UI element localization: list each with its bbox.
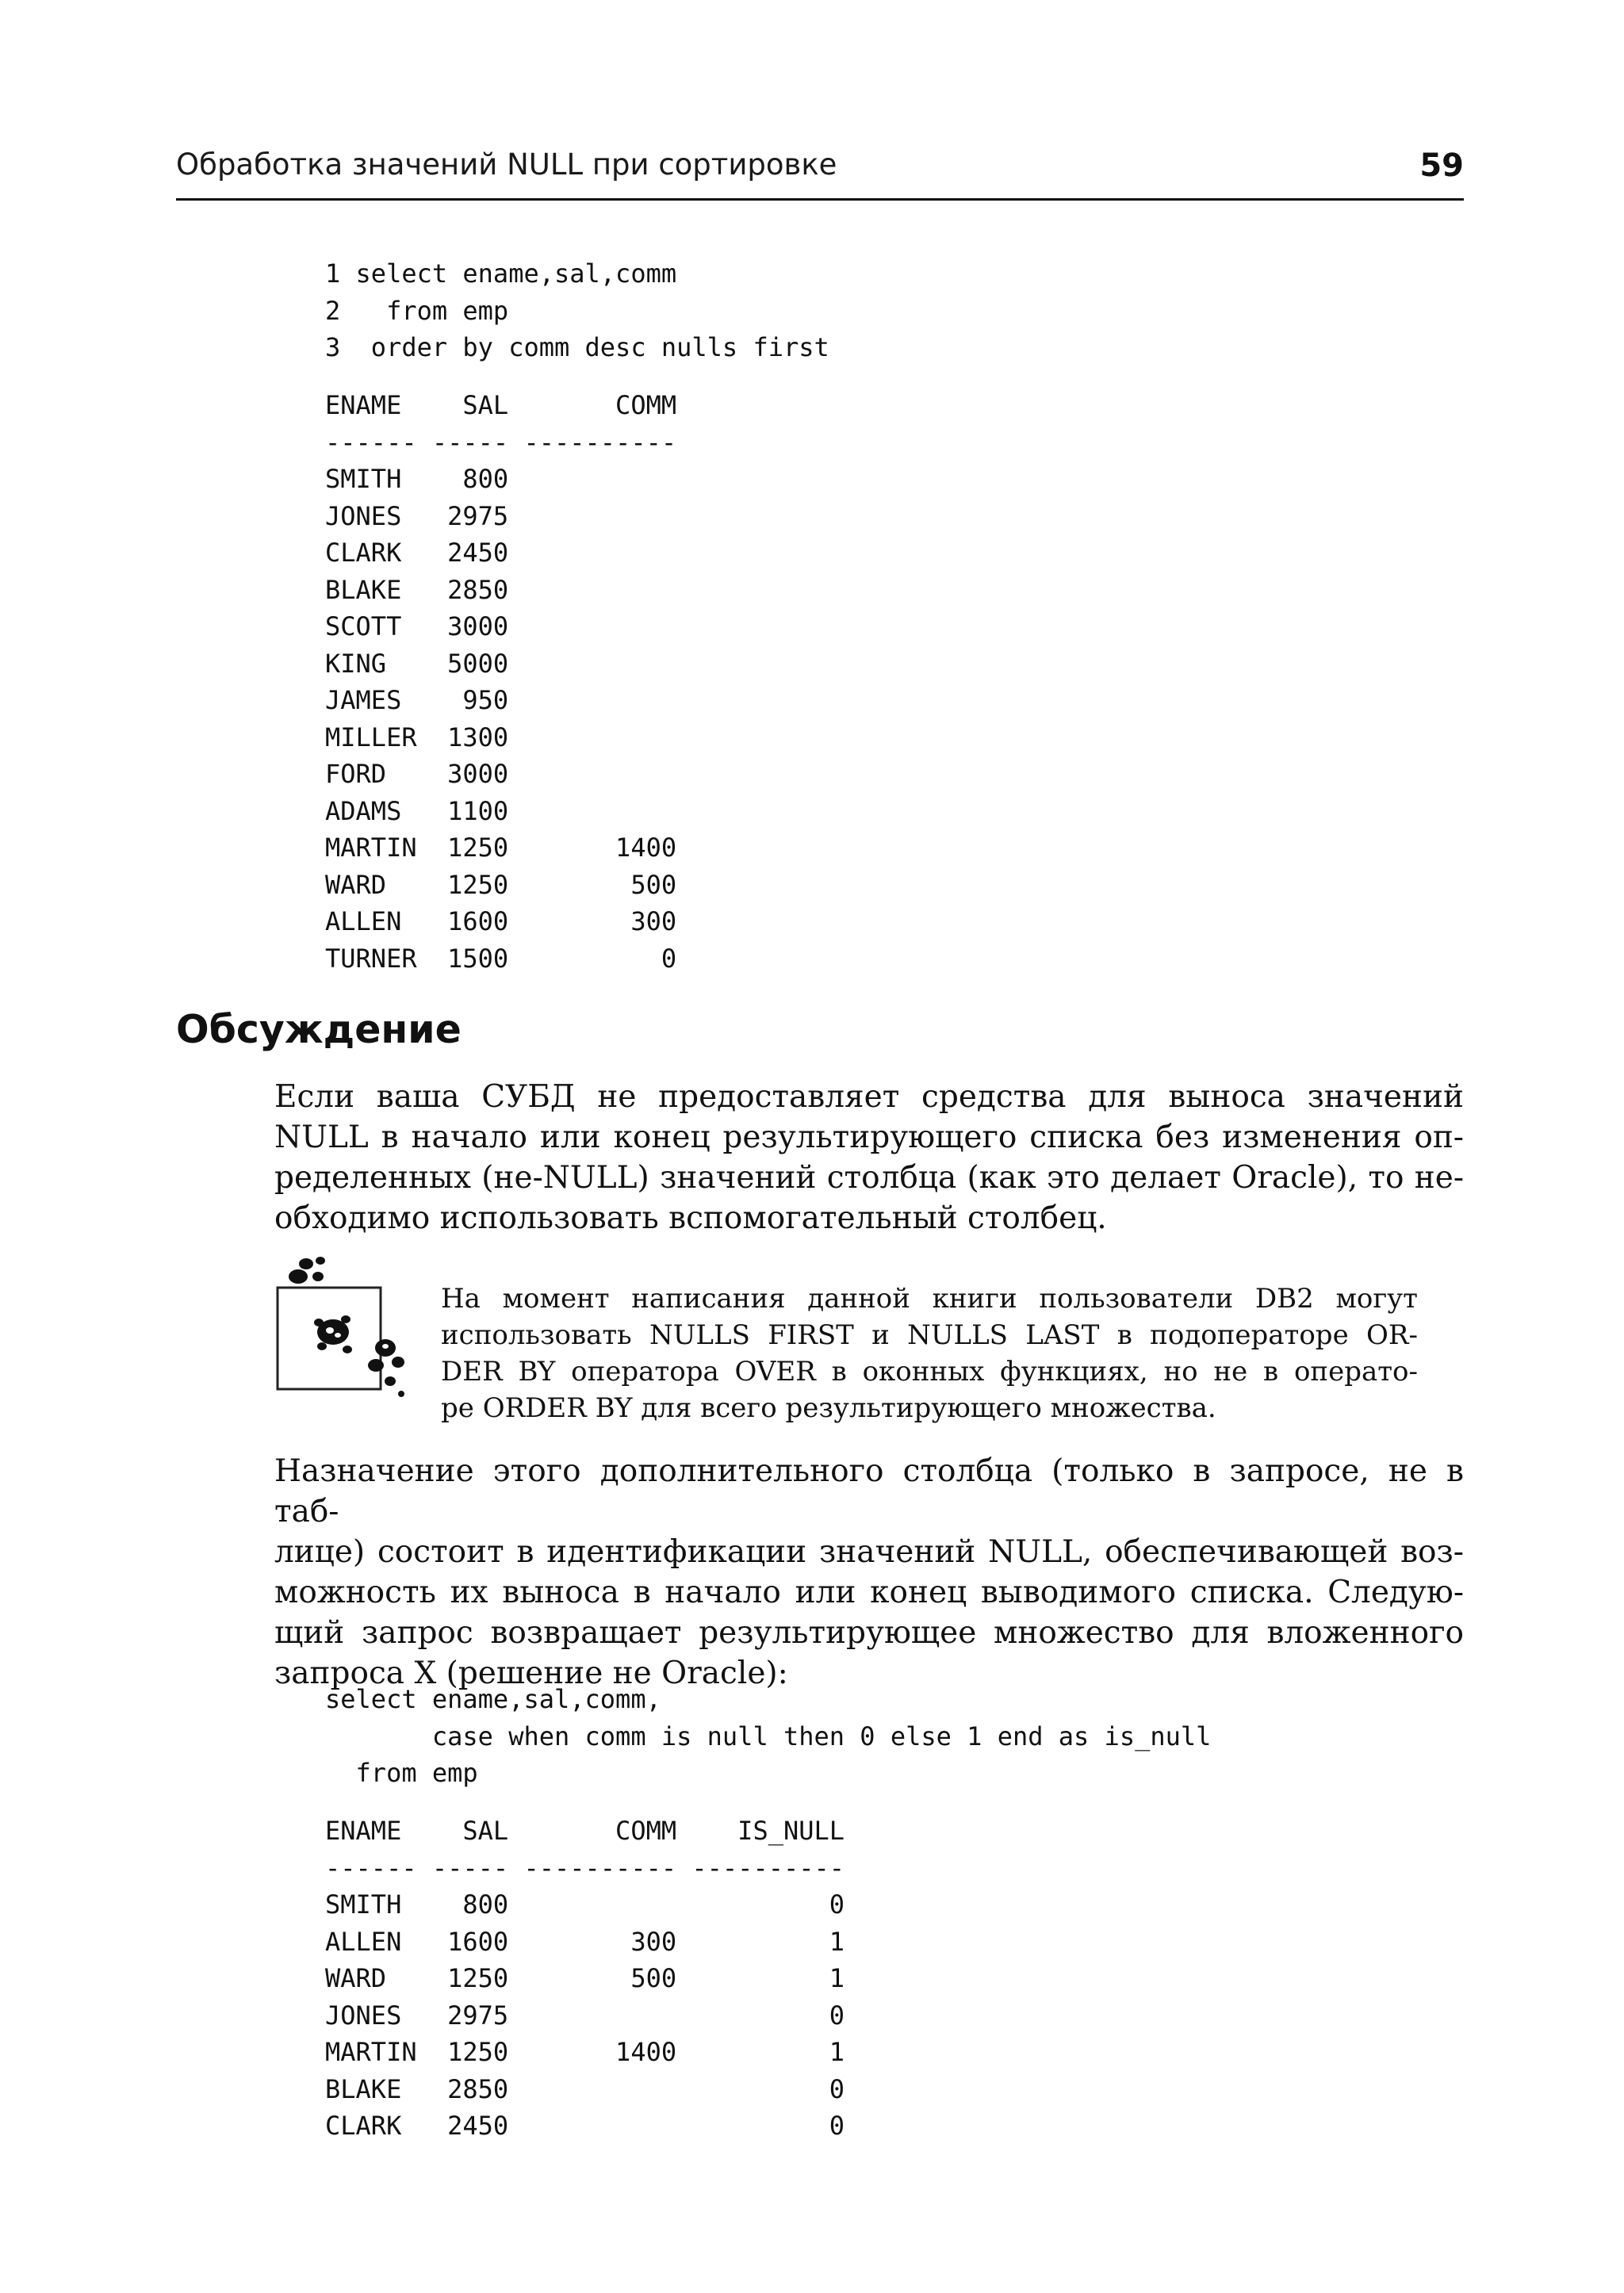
paragraph-line: Назначение этого дополнительного столбца (только в запросе, не в таб- bbox=[274, 1453, 1464, 1529]
query-result-table: ENAME SAL COMM IS_NULL ------ ----- ---------- ---------- SMITH 800 0 ALLEN 1600 300 1 WARD 1250 500 1 JONES 2975 0 MARTIN 1250 1400 1 BLAKE 2850 0 CLARK 2450 0 bbox=[325, 1816, 845, 2141]
body-paragraph bbox=[274, 1077, 1464, 1238]
sql-query-listing: 1 select ename,sal,comm 2 from emp 3 order by comm desc nulls first bbox=[325, 258, 829, 362]
paragraph-line: запроса X (решение не Oracle): bbox=[274, 1656, 788, 1691]
note-line: ре ORDER BY для всего результирующего множества. bbox=[441, 1392, 1216, 1424]
note-line: На момент написания данной книги пользователи DB2 могут bbox=[441, 1283, 1418, 1315]
running-header bbox=[176, 147, 1464, 192]
body-paragraph bbox=[274, 1451, 1464, 1694]
query-result-table: ENAME SAL COMM ------ ----- ---------- SMITH 800 JONES 2975 CLARK 2450 BLAKE 2850 SCOTT 3000 KING 5000 JAMES 950 MILLER 1300 FORD 3000 ADAMS 1100 MARTIN 1250 1400 WARD 1250 500 ALLEN 1600 300 TURNER 1500 0 bbox=[325, 390, 677, 974]
page-number: 59 bbox=[1419, 147, 1464, 184]
paragraph-line: Если ваша СУБД не предоставляет средства для выноса значений bbox=[274, 1079, 1464, 1115]
paragraph-line: лице) состоит в идентификации значений NULL, обеспечивающей воз- bbox=[274, 1534, 1464, 1570]
paragraph-line: ределенных (не-NULL) значений столбца (как это делает Oracle), то не- bbox=[274, 1160, 1464, 1196]
paragraph-line: обходимо использовать вспомогательный столбец. bbox=[274, 1200, 1107, 1236]
running-title: Обработка значений NULL при сортировке bbox=[176, 147, 837, 182]
raccoon-tip-icon bbox=[274, 1253, 417, 1403]
tip-note bbox=[441, 1280, 1418, 1426]
section-heading: Обсуждение bbox=[176, 1007, 462, 1052]
note-line: DER BY оператора OVER в оконных функциях, но не в операто- bbox=[441, 1356, 1418, 1388]
paragraph-line: можность их выноса в начало или конец выводимого списка. Следую- bbox=[274, 1575, 1464, 1610]
sql-query-listing: select ename,sal,comm, case when comm is null then 0 else 1 end as is_null from emp bbox=[325, 1684, 1212, 1788]
paragraph-line: щий запрос возвращает результирующее множество для вложенного bbox=[274, 1615, 1464, 1651]
note-line: использовать NULLS FIRST и NULLS LAST в подоператоре OR- bbox=[441, 1319, 1418, 1351]
header-rule bbox=[176, 198, 1464, 201]
paragraph-line: NULL в начало или конец результирующего списка без изменения оп- bbox=[274, 1120, 1464, 1155]
